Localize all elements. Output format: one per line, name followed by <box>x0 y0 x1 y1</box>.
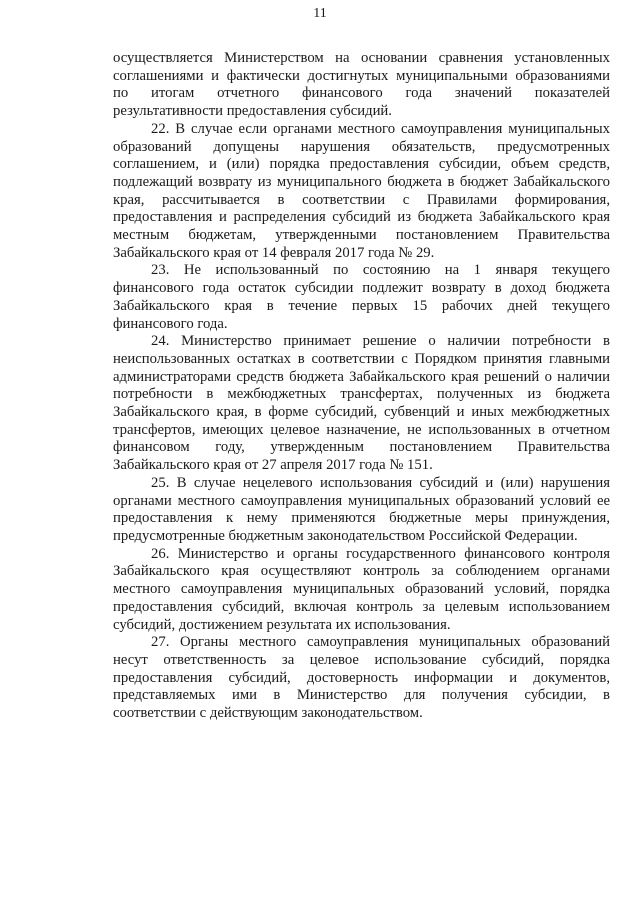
text-line: финансового года. <box>113 315 228 332</box>
paragraph-p27 <box>113 634 610 723</box>
text-line: неиспользованных остатках в соответствии с Порядком принятия главными <box>113 350 610 367</box>
text-line: 25. В случае нецелевого использования субсидий и (или) нарушения <box>151 474 610 491</box>
text-line: трансфертов, имеющих целевое назначение, не использованных в отчетном <box>113 421 610 438</box>
text-line: Забайкальского края от 27 апреля 2017 года № 151. <box>113 457 433 474</box>
text-line: финансовом году, утвержденным постановлением Правительства <box>113 439 610 456</box>
text-line: администраторами средств бюджета Забайкальского края решений о наличии <box>113 368 610 385</box>
text-line: местного самоуправления муниципальных образований условий, порядка <box>113 581 610 598</box>
paragraph-p22 <box>113 121 610 263</box>
text-line: 22. В случае если органами местного самоуправления муниципальных <box>151 120 610 137</box>
text-line: подлежащий возврату из муниципального бюджета в бюджет Забайкальского <box>113 173 610 190</box>
text-line: предоставления к нему применяются бюджетные меры принуждения, <box>113 510 610 527</box>
text-line: 24. Министерство принимает решение о наличии потребности в <box>151 333 610 350</box>
text-line: края, рассчитывается в соответствии с Правилами формирования, <box>113 191 610 208</box>
text-line: соглашениями и фактически достигнутых муниципальными образованиями <box>113 67 610 84</box>
text-line: финансового года остаток субсидии подлежит возврату в доход бюджета <box>113 280 610 297</box>
text-line: образований допущены нарушения обязательств, предусмотренных <box>113 138 610 155</box>
text-line: соответствии с действующим законодательством. <box>113 705 423 722</box>
text-line: местным бюджетам, утвержденными постановлением Правительства <box>113 227 610 244</box>
text-line: осуществляется Министерством на основании сравнения установленных <box>113 50 610 66</box>
text-line: соглашением, и (или) порядка предоставления субсидии, объем средств, <box>113 156 610 173</box>
text-line: представляемых ими в Министерство для получения субсидии, в <box>113 687 610 704</box>
text-line: 27. Органы местного самоуправления муниципальных образований <box>151 634 610 651</box>
text-line: по итогам отчетного финансового года значений показателей <box>113 85 610 102</box>
paragraph-p23 <box>113 262 610 333</box>
paragraph-p24 <box>113 333 610 475</box>
text-line: результативности предоставления субсидий. <box>113 103 392 120</box>
text-line: потребности в межбюджетных трансфертах, полученных из бюджета <box>113 386 610 403</box>
text-line: Забайкальского края осуществляют контроль за соблюдением органами <box>113 563 610 580</box>
text-line: Забайкальского края от 14 февраля 2017 года № 29. <box>113 244 435 261</box>
text-line: предоставления и распределения субсидий из бюджета Забайкальского края <box>113 209 610 226</box>
text-line: Забайкальского края, в форме субсидий, субвенций и иных межбюджетных <box>113 404 610 421</box>
document-body <box>113 50 610 723</box>
paragraph-p26 <box>113 546 610 635</box>
text-line: 23. Не использованный по состоянию на 1 января текущего <box>151 262 610 279</box>
paragraph-p25 <box>113 475 610 546</box>
text-line: субсидий, достижением результата их использования. <box>113 616 451 633</box>
text-line: 26. Министерство и органы государственного финансового контроля <box>151 545 610 562</box>
text-line: предоставления субсидий, включая контроль за целевым использованием <box>113 598 610 615</box>
text-line: предоставления субсидий, достоверность информации и документов, <box>113 669 610 686</box>
paragraph-p-continued <box>113 50 610 121</box>
text-line: органами местного самоуправления муниципальных образований условий ее <box>113 492 610 509</box>
text-line: Забайкальского края в течение первых 15 рабочих дней текущего <box>113 297 610 314</box>
page-number: 11 <box>313 6 327 21</box>
text-line: несут ответственность за целевое использование субсидий, порядка <box>113 651 610 668</box>
text-line: предусмотренные бюджетным законодательством Российской Федерации. <box>113 527 578 544</box>
